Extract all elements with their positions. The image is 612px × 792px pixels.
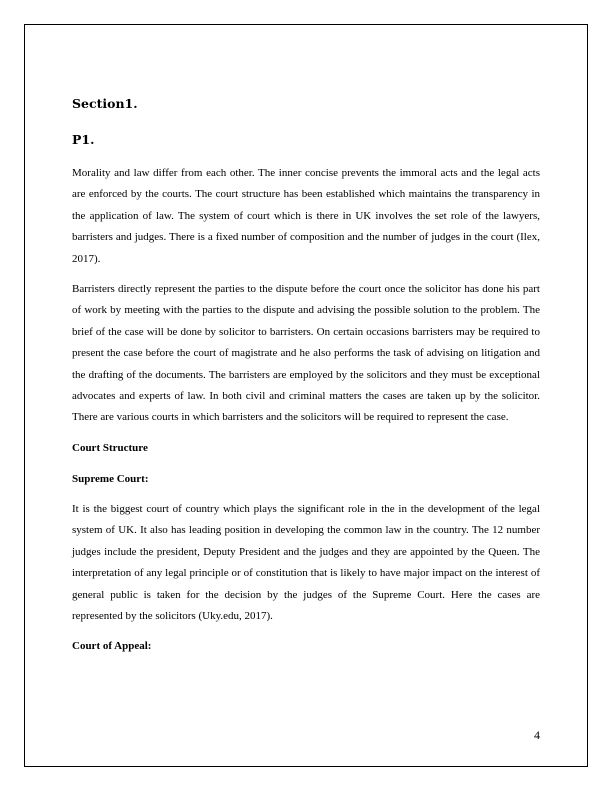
paragraph-morality-and-law: Morality and law differ from each other. The inner concise prevents the immoral acts and the legal acts are enforced by the courts. The court structure has been established which maintains the transparency in the application of law. The system of court which is there in UK involves the set role of the lawyers, barristers and judges. There is a fixed number of composition and the number of judges in the court (Ilex, 2017).: [72, 167, 540, 265]
page-number: 4: [534, 728, 540, 742]
paragraph-supreme-court: It is the biggest court of country which plays the significant role in the in the development of the legal system of UK. It also has leading position in developing the common law in the country. The 12 number judges include the president, Deputy President and the judges and they are appointed by the Queen. The interpretation of any legal principle or of constitution that is likely to have major impact on the interest of general public is taken for the decision by the judges of the Supreme Court. Here the cases are represented by the solicitors (Uky.edu, 2017).: [72, 502, 540, 622]
heading-court-structure: Court Structure: [72, 441, 148, 454]
heading-supreme-court: Supreme Court:: [72, 472, 149, 485]
paragraph-barristers: Barristers directly represent the parties to the dispute before the court once the solicitor has done his part of work by meeting with the parties to the dispute and advising the possible solution to the problem. The brief of the case will be done by solicitor to barristers. On certain occasions barristers may be required to present the case before the court of magistrate and he also performs the task of advising on litigation and the drafting of the documents. The barristers are employed by the solicitors and they must be exceptional advocates and experts of law. In both civil and criminal matters the cases are taken up by the solicitor. There are various courts in which barristers and the solicitors will be required to represent the case.: [72, 283, 540, 424]
section-title: Section1.: [72, 96, 138, 111]
document-body: [72, 95, 540, 656]
heading-court-of-appeal: Court of Appeal:: [72, 640, 152, 653]
subsection-title: P1.: [72, 132, 95, 147]
